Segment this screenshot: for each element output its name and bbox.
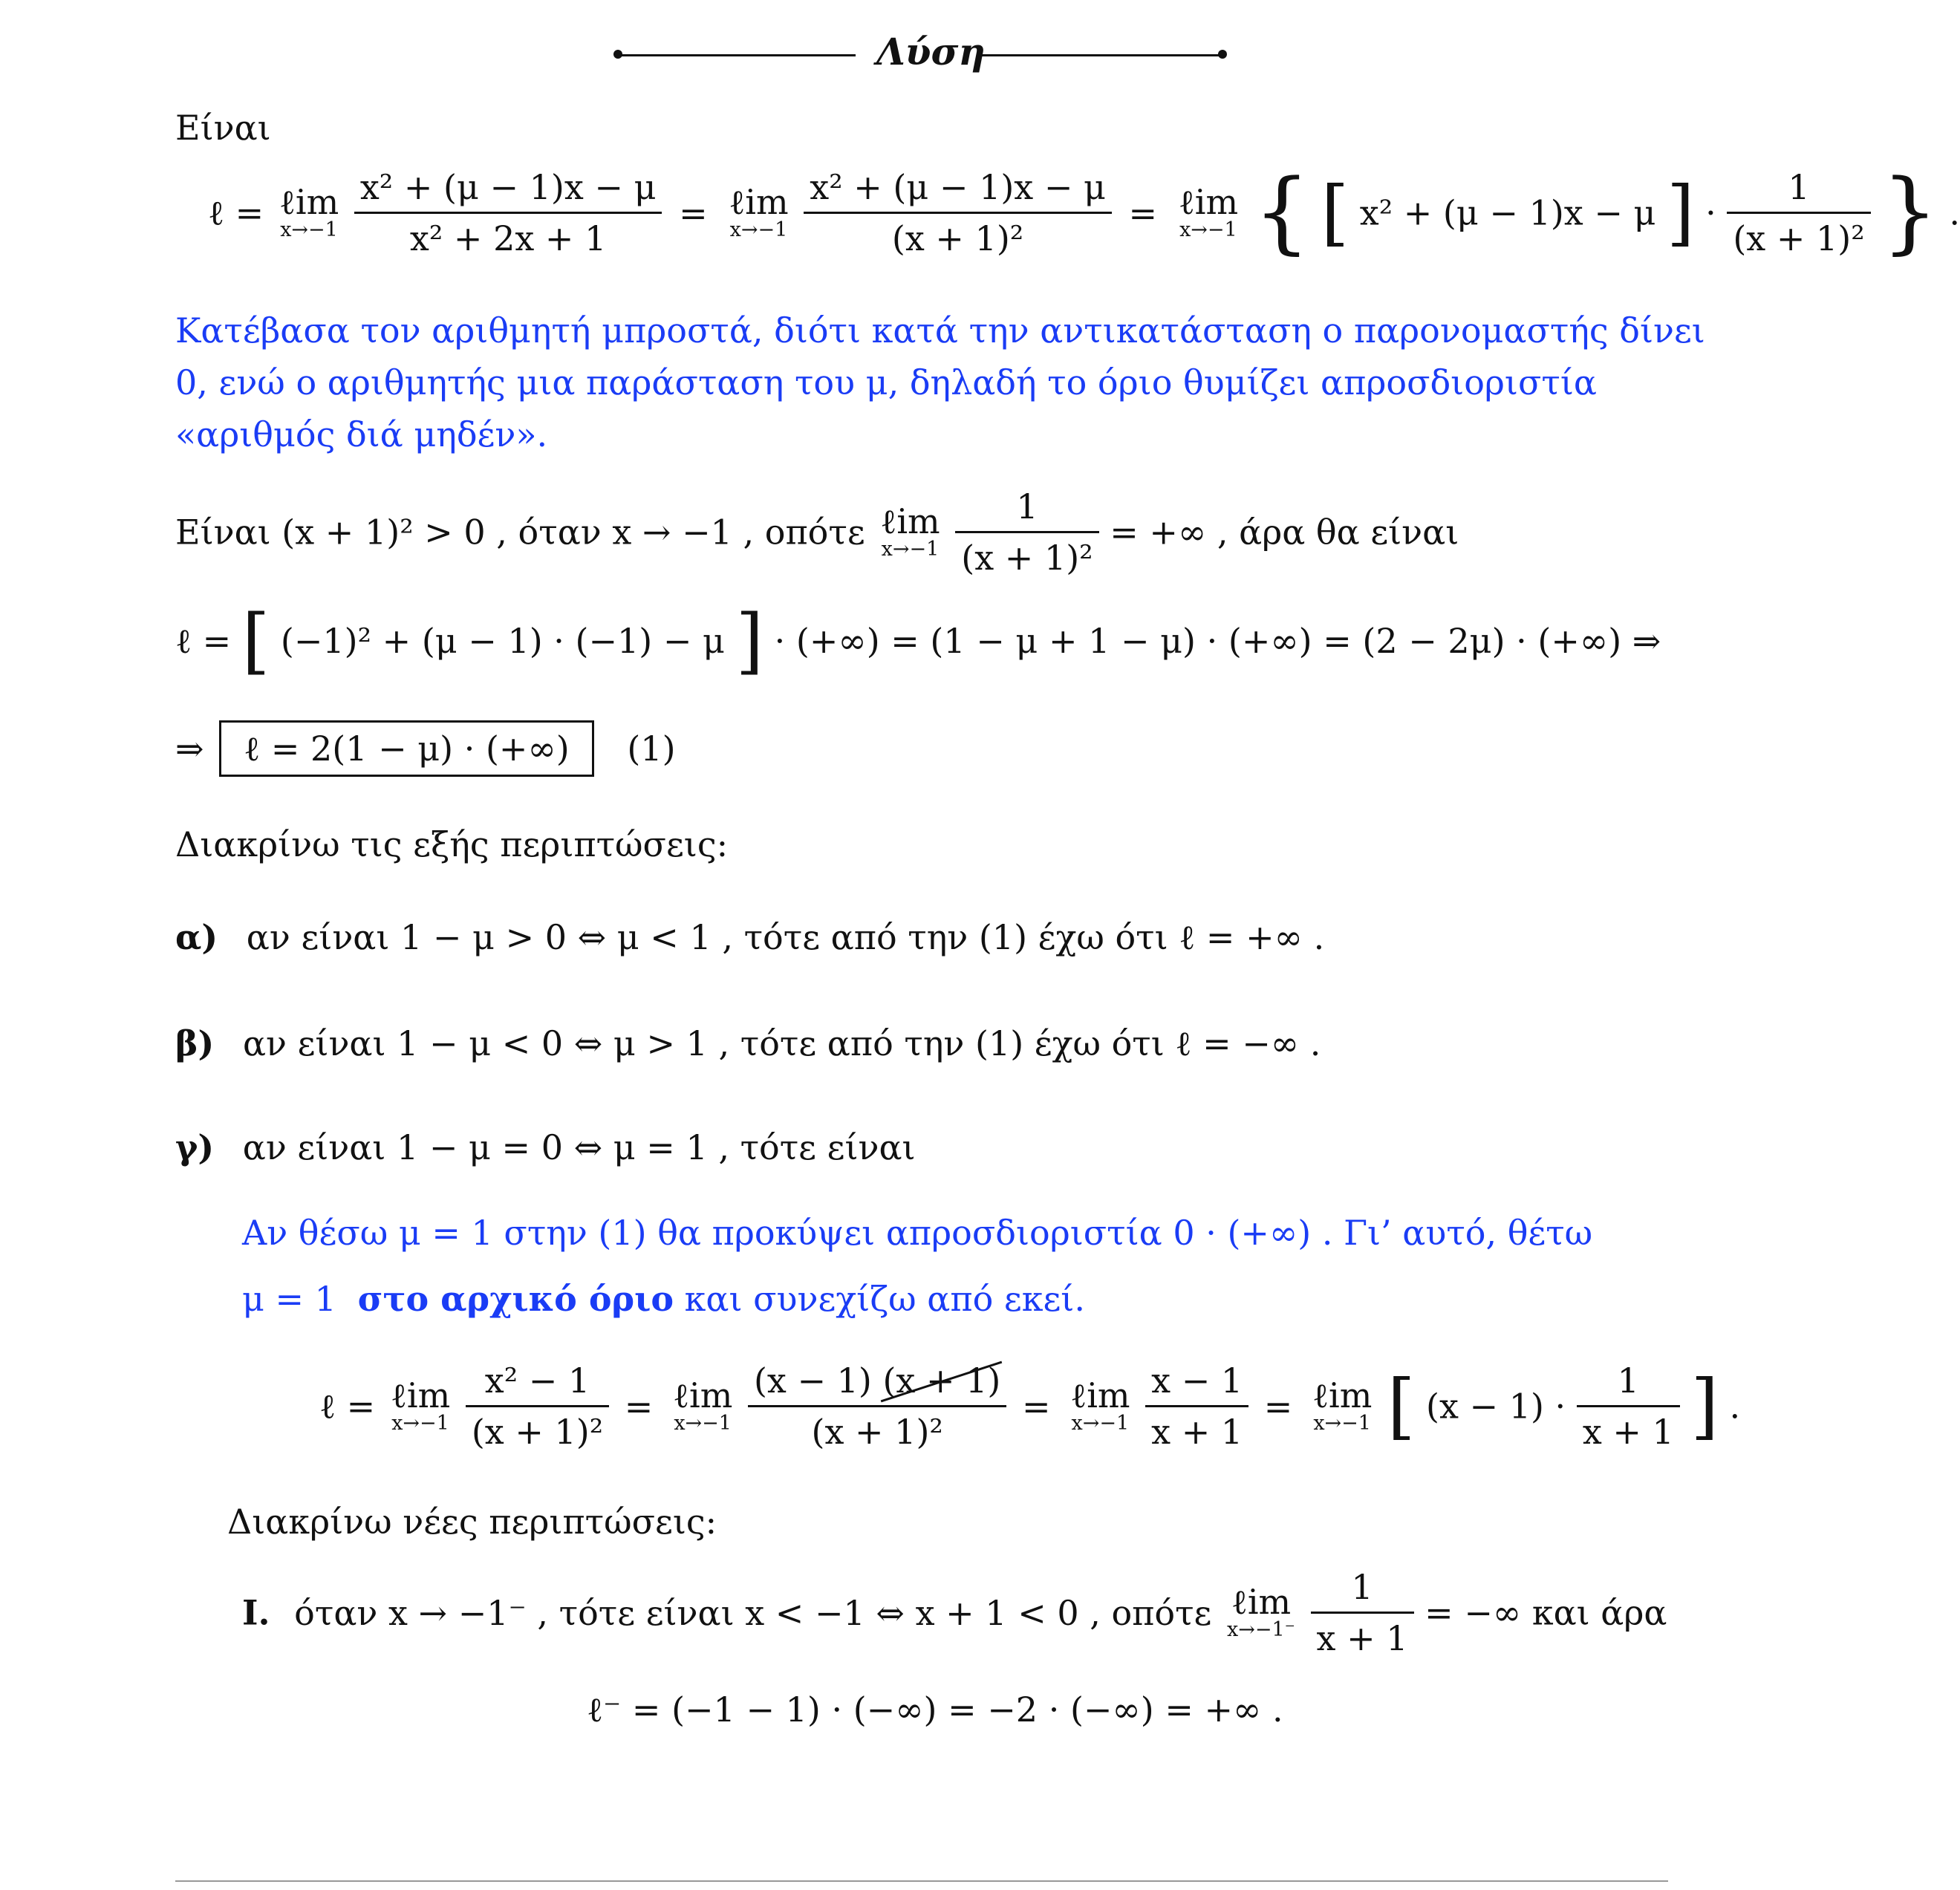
case-I-limit: ℓim x→−1⁻: [1227, 1582, 1295, 1642]
line-2: [175, 486, 1459, 578]
eq1-fraction-3: $\frac{1}{\text{(x + 1)²}}$: [1727, 167, 1870, 258]
note-1-line-3: «αριθμός διά μηδέν».: [175, 414, 548, 454]
equation-4: [175, 720, 676, 777]
eq5-bracket-close: ]: [1690, 1364, 1719, 1448]
note2-bold: στο αρχικό όριο: [357, 1279, 674, 1319]
eq5-equals-3: =: [1263, 1386, 1293, 1427]
intro-text: Είναι: [175, 108, 271, 148]
case-gamma: [175, 1127, 916, 1167]
case-gamma-label: γ): [175, 1127, 215, 1167]
eq5-fraction-4: $\frac{1}{x + 1}$: [1577, 1361, 1680, 1452]
header-title: Λύση: [876, 30, 986, 74]
eq5-limit-2: ℓim x→−1: [672, 1375, 733, 1436]
line2-after: = +∞ , άρα θα είναι: [1110, 512, 1459, 553]
eq5-limit-3: ℓim x→−1: [1070, 1375, 1130, 1436]
eq1-brace-open: {: [1253, 160, 1311, 264]
header-dot-right: [1218, 50, 1227, 59]
header-dot-left: [613, 50, 622, 59]
line2-limit: ℓim x→−1: [880, 501, 940, 561]
eq5-fraction-1: $\frac{\text{x² − 1}}{\text{(x + 1)²}}$: [466, 1361, 609, 1452]
eq1-limit-3: ℓim x→−1: [1178, 182, 1239, 242]
new-cases-intro: Διακρίνω νέες περιπτώσεις:: [227, 1502, 717, 1542]
eq1-dot: ·: [1705, 192, 1716, 233]
eq3-bracket-close: ]: [735, 599, 764, 682]
eq5-period: .: [1729, 1386, 1741, 1427]
eq5-equals-2: =: [1022, 1386, 1051, 1427]
case-I-after: = −∞ και άρα: [1425, 1592, 1667, 1633]
equation-5: [319, 1361, 1740, 1452]
line2-before: Είναι (x + 1)² > 0 , όταν x → −1 , οπότε: [175, 512, 865, 553]
eq1-bracket-close: ]: [1667, 171, 1695, 255]
case-I-fraction: $\frac{1}{x + 1}$: [1311, 1567, 1414, 1658]
eq1-brace-close: }: [1881, 160, 1938, 264]
case-gamma-text: αν είναι 1 − μ = 0 ⇔ μ = 1 , τότε είναι: [242, 1127, 916, 1167]
eq1-bracket-body: x² + (μ − 1)x − μ: [1359, 192, 1656, 233]
case-beta-text: αν είναι 1 − μ < 0 ⇔ μ > 1 , τότε από την (1) έχω ότι ℓ = −∞ .: [242, 1023, 1321, 1063]
case-alpha: [175, 917, 1324, 957]
footer-rule: [175, 1880, 1668, 1882]
eq3-bracket-open: [: [241, 599, 270, 682]
eq1-equals-1: =: [679, 192, 708, 233]
equation-1: [208, 160, 1960, 264]
note-1-line-1: Κατέβασα τον αριθμητή μπροστά, διότι κατά την αντικατάσταση ο παρονομαστής δίνει: [175, 310, 1705, 351]
eq1-limit-1: ℓim x→−1: [279, 182, 339, 242]
eq5-numerator-factor: (x − 1): [753, 1361, 872, 1401]
note-2-line-1: Αν θέσω μ = 1 στην (1) θα προκύψει απροσδιοριστία 0 · (+∞) . Γι’ αυτό, θέτω: [242, 1213, 1593, 1253]
eq5-bracket-open: [: [1387, 1364, 1416, 1448]
case-alpha-label: α): [175, 917, 218, 957]
eq4-boxed-result: ℓ = 2(1 − μ) · (+∞): [219, 720, 594, 777]
case-beta: [175, 1023, 1321, 1063]
eq5-fraction-2-den: (x + 1)²: [811, 1412, 943, 1452]
eq5-fraction-3: $\frac{x - 1}{x + 1}$: [1145, 1361, 1248, 1452]
eq3-lhs: ℓ =: [175, 621, 232, 661]
eq3-bracket-body: (−1)² + (μ − 1) · (−1) − μ: [280, 621, 725, 661]
note2-rest: και συνεχίζω από εκεί.: [684, 1279, 1085, 1319]
case-I-before: όταν x → −1⁻ , τότε είναι x < −1 ⇔ x + 1 < 0 , οπότε: [294, 1592, 1212, 1633]
case-alpha-text: αν είναι 1 − μ > 0 ⇔ μ < 1 , τότε από την (1) έχω ότι ℓ = +∞ .: [246, 917, 1325, 957]
eq1-bracket-open: [: [1321, 171, 1349, 255]
header-rule-left: [618, 54, 856, 56]
equation-3: [175, 599, 1661, 682]
note-1-line-2: 0, ενώ ο αριθμητής μια παράσταση του μ, δηλαδή το όριο θυμίζει απροσδιοριστία: [175, 362, 1597, 403]
case-I: [242, 1567, 1667, 1658]
eq5-inner: (x − 1) ·: [1426, 1386, 1566, 1427]
eq4-arrow: ⇒: [175, 729, 204, 769]
eq1-fraction-1: $\frac{\text{x² + (μ − 1)x − μ}}{\text{x² + 2x + 1}}$: [354, 167, 662, 258]
case-I-label: Ι.: [242, 1592, 270, 1633]
eq5-fraction-2: [748, 1361, 1006, 1452]
note-2-line-2: [242, 1279, 1085, 1319]
eq5-equals-1: =: [624, 1386, 654, 1427]
line2-fraction: $\frac{1}{\text{(x + 1)²}}$: [955, 486, 1098, 578]
eq1-period: .: [1949, 192, 1960, 233]
eq1-limit-2: ℓim x→−1: [729, 182, 789, 242]
note2-mu: μ = 1: [242, 1279, 336, 1319]
eq5-limit-4: ℓim x→−1: [1312, 1375, 1373, 1436]
final-equation: ℓ⁻ = (−1 − 1) · (−∞) = −2 · (−∞) = +∞ .: [587, 1689, 1283, 1730]
eq5-limit-1: ℓim x→−1: [390, 1375, 451, 1436]
header-rule-right: [982, 54, 1224, 56]
eq5-cancelled-factor: (x + 1): [882, 1361, 1001, 1401]
eq1-equals-2: =: [1128, 192, 1158, 233]
cases-intro: Διακρίνω τις εξής περιπτώσεις:: [175, 824, 729, 864]
eq5-lhs: ℓ =: [319, 1386, 376, 1427]
case-beta-label: β): [175, 1023, 215, 1063]
eq1-lhs: ℓ =: [208, 192, 264, 233]
eq3-rest: · (+∞) = (1 − μ + 1 − μ) · (+∞) = (2 − 2μ) · (+∞) ⇒: [774, 621, 1661, 661]
eq4-tag: (1): [627, 729, 676, 769]
eq1-fraction-2: $\frac{\text{x² + (μ − 1)x − μ}}{\text{(x + 1)²}}$: [804, 167, 1112, 258]
